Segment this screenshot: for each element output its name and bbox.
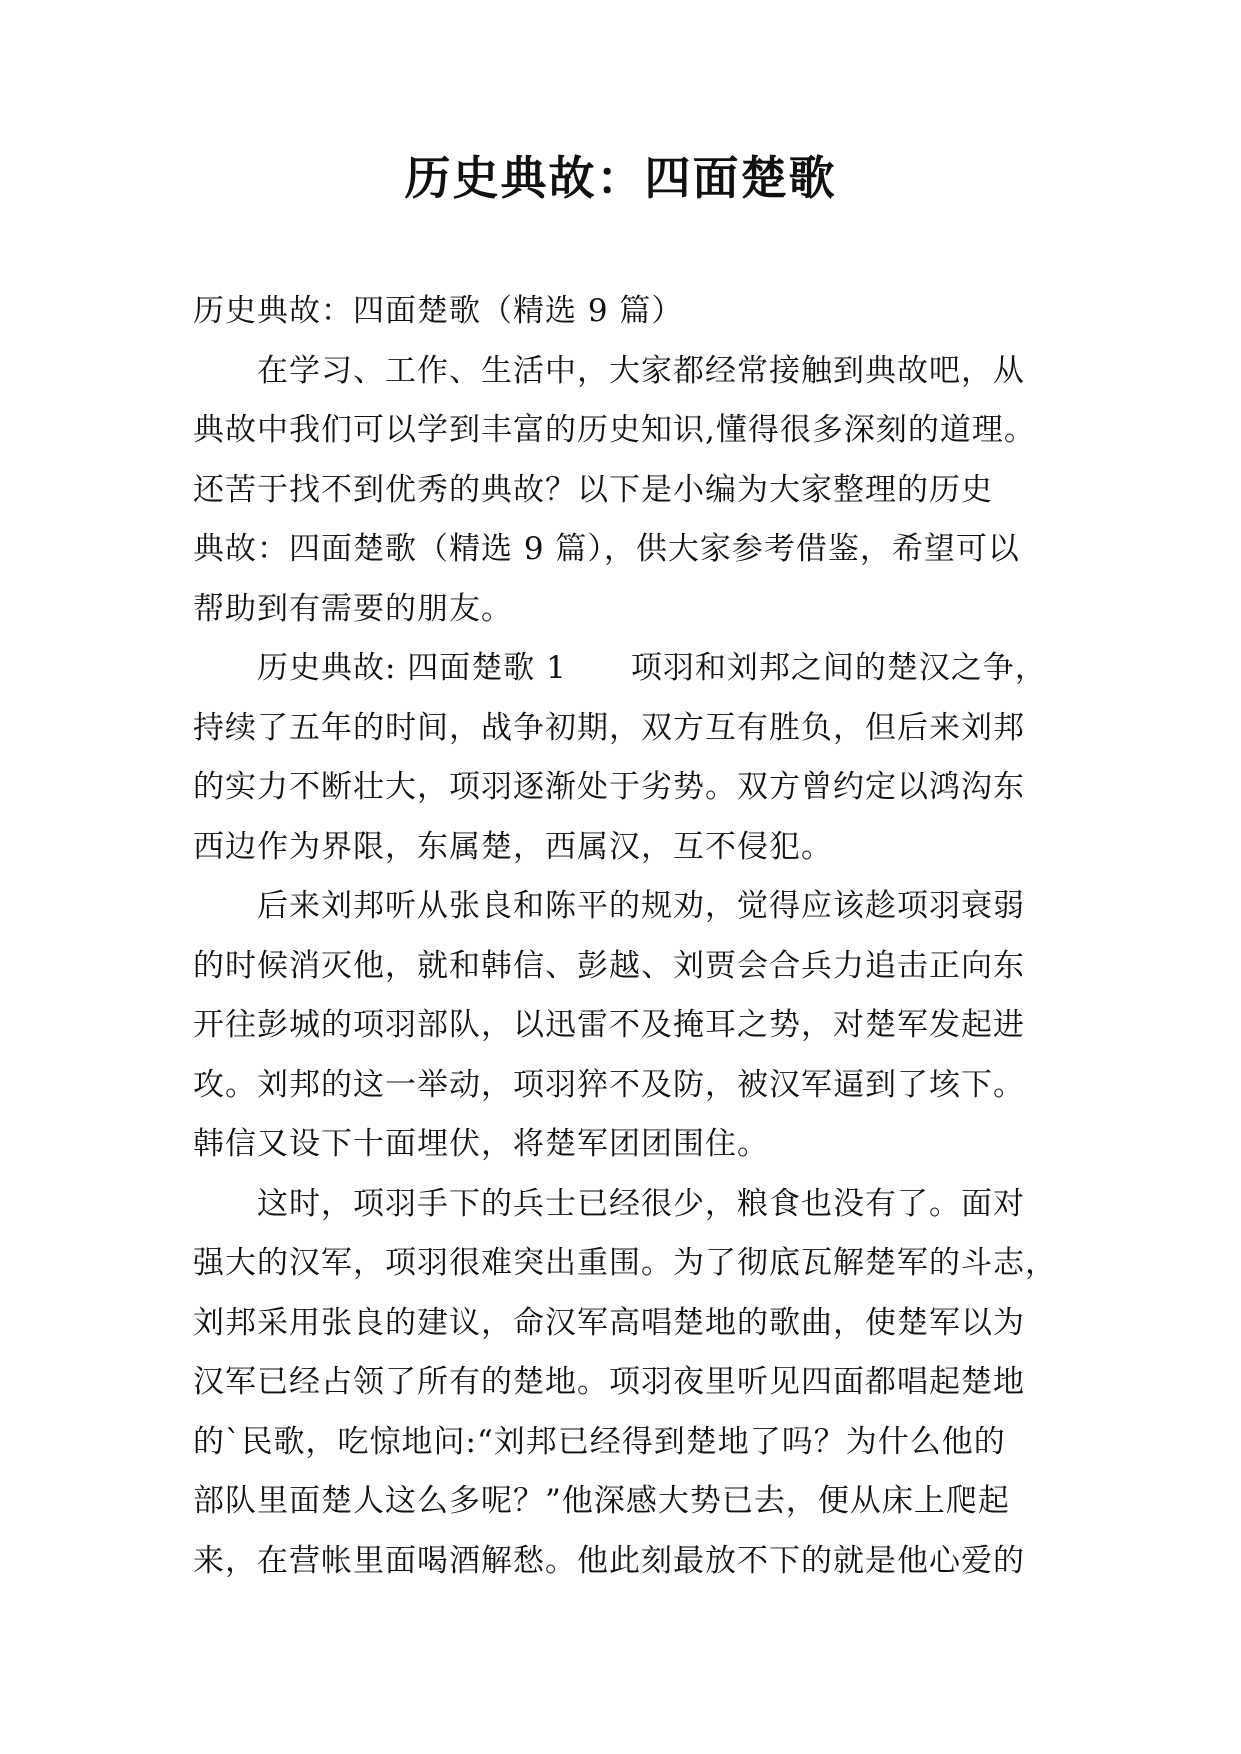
body-line: 强大的汉军，项羽很难突出重围。为了彻底瓦解楚军的斗志， — [193, 1245, 1057, 1281]
body-line: 韩信又设下十面埋伏，将楚军团团围住。 — [193, 1126, 769, 1162]
body-line: 开往彭城的项羽部队，以迅雷不及掩耳之势，对楚军发起进 — [193, 1007, 1025, 1043]
body-line: 刘邦采用张良的建议，命汉军高唱楚地的歌曲，使楚军以为 — [193, 1304, 1025, 1341]
document-title: 历史典故：四面楚歌 — [404, 151, 837, 205]
body-line: 还苦于找不到优秀的典故？以下是小编为大家整理的历史 — [193, 471, 993, 508]
body-line: 这时，项羽手下的兵士已经很少，粮食也没有了。面对 — [257, 1185, 1025, 1222]
body-line: 典故中我们可以学到丰富的历史知识,懂得很多深刻的道理。 — [193, 412, 1036, 448]
body-line: 西边作为界限，东属楚，西属汉，互不侵犯。 — [193, 828, 833, 865]
body-line: 汉军已经占领了所有的楚地。项羽夜里听见四面都唱起楚地 — [193, 1364, 1025, 1400]
body-line: 历史典故：四面楚歌（精选 9 篇） — [193, 293, 684, 329]
body-line: 后来刘邦听从张良和陈平的规劝，觉得应该趁项羽衰弱 — [257, 888, 1025, 924]
body-line: 的时候消灭他，就和韩信、彭越、刘贾会合兵力追击正向东 — [193, 947, 1025, 984]
body-line: 帮助到有需要的朋友。 — [193, 590, 513, 627]
body-line: 部队里面楚人这么多呢？”他深感大势已去，便从床上爬起 — [193, 1483, 1010, 1519]
body-line: 在学习、工作、生活中，大家都经常接触到典故吧，从 — [257, 352, 1025, 389]
body-line: 历史典故: 四面楚歌 1 项羽和刘邦之间的楚汉之争， — [257, 650, 1047, 686]
document-body — [193, 282, 1063, 1591]
body-line: 的`民歌，吃惊地问:“刘邦已经得到楚地了吗？为什么他的 — [193, 1423, 1006, 1460]
body-line: 典故：四面楚歌（精选 9 篇），供大家参考借鉴，希望可以 — [193, 531, 1020, 567]
body-line: 持续了五年的时间，战争初期，双方互有胜负，但后来刘邦 — [193, 709, 1025, 746]
body-line: 来，在营帐里面喝酒解愁。他此刻最放不下的就是他心爱的 — [193, 1542, 1025, 1579]
body-line: 的实力不断壮大，项羽逐渐处于劣势。双方曾约定以鸿沟东 — [193, 769, 1025, 805]
body-line: 攻。刘邦的这一举动，项羽猝不及防，被汉军逼到了垓下。 — [193, 1066, 1025, 1103]
